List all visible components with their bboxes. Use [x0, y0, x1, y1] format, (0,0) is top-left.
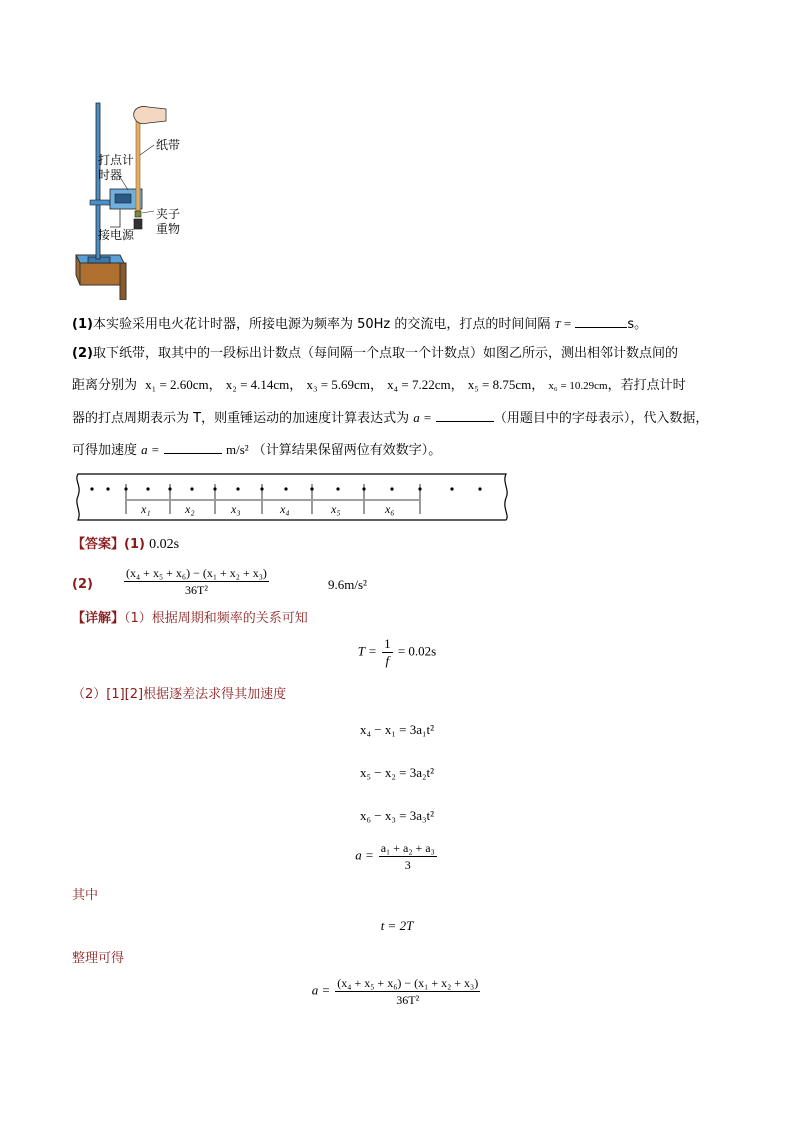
question-2-line2: 距离分别为 x₁ = 2.60cm， x₂ = 4.14cm， x₃ = 5.69cm， x₄ = 7.22cm， x₅ = 8.75cm， x₆ = 10.29cm，若打点计时	[72, 377, 686, 393]
q1-answer-blank[interactable]	[575, 313, 627, 328]
label-timer-l1: 打点计	[98, 153, 135, 167]
detail-eq1-fraction	[382, 636, 393, 669]
tape-label-x1: x₁	[141, 502, 151, 516]
detail-eq7-denominator: 36T²	[396, 993, 420, 1007]
q1-unit: s。	[627, 317, 648, 332]
question-2-line3	[72, 407, 708, 429]
answer-p1: (1)	[124, 537, 145, 552]
label-clip: 夹子	[156, 207, 181, 221]
detail-eq4: x₆ − x₃ = 3a₃t²	[359, 808, 435, 823]
q2-line4-unit: m/s²	[225, 442, 249, 457]
q2-line4-post: （计算结果保留两位有效数字）。	[252, 443, 442, 458]
detail-eq1-lhs: T =	[357, 643, 377, 659]
detail-eq1-denominator: f	[385, 653, 390, 668]
detail-line-4: 整理可得	[72, 951, 125, 966]
detail-eq5-denominator: 3	[404, 858, 411, 872]
label-power: 接电源	[98, 228, 135, 242]
answer-p2: (2)	[72, 577, 93, 592]
answer-p2-denominator: 36T²	[185, 583, 208, 597]
q2-x4: x₄ = 7.22cm	[387, 377, 451, 392]
paper-tape-figure	[70, 472, 515, 524]
tape-label-x2: x₂	[185, 502, 195, 516]
detail-s1: （1）根据周期和频率的关系可知	[124, 611, 308, 626]
detail-line-1	[72, 609, 308, 629]
q2-acceleration-blank[interactable]	[164, 439, 222, 454]
answer-line-1	[72, 535, 179, 555]
answer-p2-numerator: (x₄ + x₅ + x₆) − (x₁ + x₂ + x₃)	[126, 566, 267, 580]
detail-eq7-numerator: (x₄ + x₅ + x₆) − (x₁ + x₂ + x₃)	[337, 976, 479, 990]
q2-line2-pre: 距离分别为	[72, 378, 138, 393]
detail-eq6: t = 2T	[380, 918, 414, 933]
label-weight: 重物	[156, 222, 181, 236]
answer-tag: 【答案】	[72, 537, 125, 552]
q2-line2-post: ，若打点计时	[607, 378, 686, 393]
detail-eq5-lhs: a =	[355, 847, 374, 863]
q1-eq: =	[560, 316, 572, 331]
tape-label-x4: x₄	[280, 502, 290, 516]
detail-eq1	[0, 636, 794, 669]
apparatus-figure	[70, 95, 200, 300]
label-timer-l2: 时器	[98, 168, 123, 182]
detail-eq5-fraction	[379, 840, 437, 873]
detail-eq1-numerator: 1	[384, 636, 391, 651]
answer-p2-fraction	[124, 565, 269, 598]
question-2-line1	[72, 344, 678, 364]
apparatus-drawing	[70, 95, 200, 300]
label-tape: 纸带	[156, 138, 181, 152]
question-2-line4	[72, 439, 441, 461]
q2-line3-var: a =	[413, 410, 432, 425]
q2-line3-pre: 器的打点周期表示为 T，则重锤运动的加速度计算表达式为	[72, 411, 410, 426]
detail-eq7-fraction	[335, 975, 480, 1008]
tape-label-x6: x₆	[385, 502, 395, 516]
detail-eq5-numerator: a₁ + a₂ + a₃	[380, 841, 435, 855]
question-1	[72, 313, 647, 335]
detail-eq3: x₅ − x₂ = 3a₂t²	[359, 765, 435, 780]
answer-p1-value: 0.02s	[149, 537, 180, 552]
q2-number: (2)	[72, 346, 93, 361]
q2-line3-post: （用题目中的字母表示），代入数据，	[493, 411, 709, 426]
q1-var: T	[554, 319, 561, 331]
q2-line4-var: a =	[141, 442, 160, 457]
q2-line4-pre: 可得加速度	[72, 443, 138, 458]
detail-line-3: 其中	[72, 888, 99, 903]
detail-eq2: x₄ − x₁ = 3a₁t²	[359, 722, 435, 737]
q1-text: 本实验采用电火花计时器，所接电源为频率为 50Hz 的交流电，打点的时间间隔	[92, 317, 551, 332]
detail-eq1-rhs: = 0.02s	[397, 643, 437, 659]
q2-x6: x₆ = 10.29cm	[548, 380, 608, 392]
q2-x3: x₃ = 5.69cm	[306, 377, 370, 392]
q1-number: (1)	[72, 317, 93, 332]
q2-expression-blank[interactable]	[436, 407, 494, 422]
q2-x5: x₅ = 8.75cm	[467, 377, 532, 392]
paper-tape-drawing	[70, 472, 515, 524]
answer-p2-value: 9.6m/s²	[328, 577, 367, 592]
detail-eq5	[0, 840, 794, 873]
detail-tag: 【详解】	[72, 611, 125, 626]
tape-label-x3: x₃	[231, 502, 241, 516]
q2-x2: x₂ = 4.14cm	[225, 377, 290, 392]
detail-eq7	[0, 975, 794, 1008]
q2-line1: 取下纸带，取其中的一段标出计数点（每间隔一个点取一个计数点）如图乙所示，测出相邻计数点间的	[92, 346, 678, 361]
tape-label-x5: x₅	[331, 502, 341, 516]
detail-eq7-lhs: a =	[311, 982, 331, 998]
q2-x1: x₁ = 2.60cm	[145, 377, 209, 392]
detail-line-2: （2）[1][2]根据逐差法求得其加速度	[72, 687, 287, 702]
